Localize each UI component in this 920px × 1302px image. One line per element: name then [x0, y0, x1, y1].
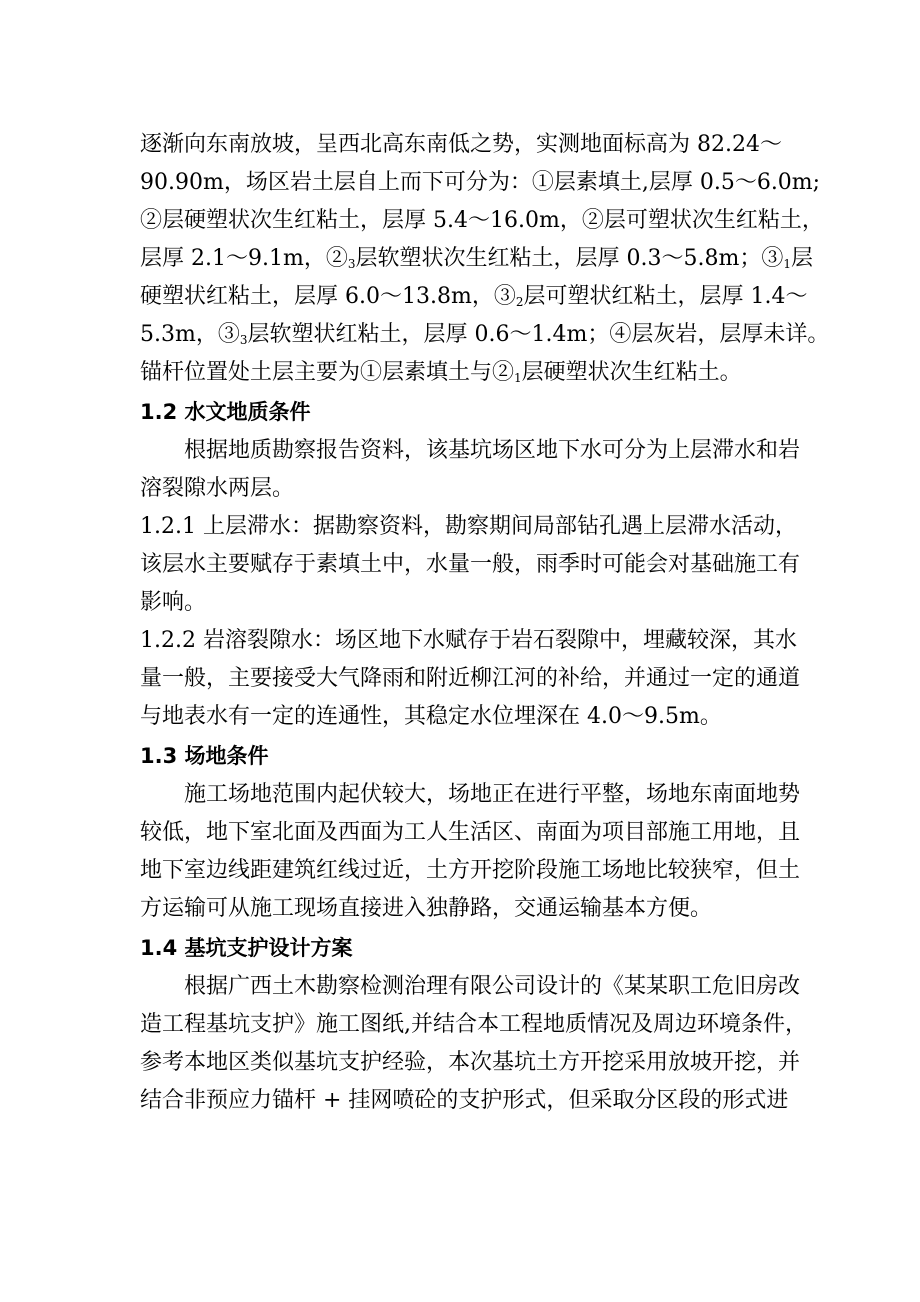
- perched-water-paragraph: [140, 508, 801, 622]
- site-conditions-paragraph: [140, 776, 801, 928]
- soil-layers-paragraph: [140, 126, 830, 392]
- text-fragment: 层软塑状红粘土，层厚 0.6～1.4m；④层灰岩，层厚未详。: [247, 322, 830, 347]
- text-line: 根据地质勘察报告资料，该基坑场区地下水可分为上层滞水和岩: [184, 438, 801, 463]
- text-line: 1.2.2 岩溶裂隙水：场区地下水赋存于岩石裂隙中，埋藏较深，其水: [140, 628, 797, 653]
- text-line: ②层硬塑状次生红粘土，层厚 5.4～16.0m，②层可塑状次生红粘土，: [140, 208, 824, 233]
- text-line: 90.90m，场区岩土层自上而下可分为：①层素填土,层厚 0.5～6.0m;: [140, 170, 821, 195]
- karst-water-paragraph: [140, 622, 801, 736]
- subscript: 3: [347, 257, 356, 271]
- subscript: 1: [783, 257, 791, 271]
- text-line: 较低，地下室北面及西面为工人生活区、南面为项目部施工用地，且: [140, 820, 801, 845]
- section-heading-hydrogeology: 1.2 水文地质条件: [140, 400, 311, 424]
- hydrogeology-intro-paragraph: [140, 432, 801, 508]
- text-line: 影响。: [140, 590, 207, 615]
- text-line: 该层水主要赋存于素填土中，水量一般，雨季时可能会对基础施工有: [140, 552, 801, 577]
- text-line: [140, 316, 830, 354]
- text-line: 1.2.1 上层滞水：据勘察资料，勘察期间局部钻孔遇上层滞水活动，: [140, 514, 797, 539]
- subscript: 1: [514, 371, 522, 385]
- text-line: 溶裂隙水两层。: [140, 476, 295, 501]
- text-line: 逐渐向东南放坡，呈西北高东南低之势，实测地面标高为 82.24～: [140, 132, 782, 157]
- text-line: 造工程基坑支护》施工图纸,并结合本工程地质情况及周边环境条件，: [140, 1012, 807, 1037]
- text-line: 方运输可从施工现场直接进入独静路，交通运输基本方便。: [140, 896, 713, 921]
- support-design-paragraph: [140, 968, 807, 1120]
- text-line: 地下室边线距建筑红线过近，土方开挖阶段施工场地比较狭窄，但土: [140, 858, 801, 883]
- text-line: [140, 240, 813, 278]
- text-line: 参考本地区类似基坑支护经验，本次基坑土方开挖采用放坡开挖，并: [140, 1050, 801, 1075]
- text-line: 结合非预应力锚杆 + 挂网喷砼的支护形式，但采取分区段的形式进: [140, 1088, 789, 1113]
- text-fragment: 层: [790, 246, 813, 271]
- text-fragment: 锚杆位置处土层主要为①层素填土与②: [140, 360, 515, 385]
- text-fragment: 5.3m，③: [140, 322, 240, 347]
- section-heading-support-design: 1.4 基坑支护设计方案: [140, 936, 353, 960]
- text-fragment: 层硬塑状次生红粘土。: [521, 360, 742, 385]
- text-line: [140, 354, 780, 392]
- text-fragment: 层可塑状红粘土，层厚 1.4～: [523, 284, 808, 309]
- subscript: 2: [515, 295, 524, 309]
- text-line: 量一般，主要接受大气降雨和附近柳江河的补给，并通过一定的通道: [140, 666, 801, 691]
- text-line: [140, 278, 808, 316]
- text-fragment: 层厚 2.1～9.1m，②: [140, 246, 348, 271]
- subscript: 3: [239, 333, 248, 347]
- text-line: 与地表水有一定的连通性，其稳定水位埋深在 4.0～9.5m。: [140, 704, 722, 729]
- section-heading-site-conditions: 1.3 场地条件: [140, 744, 269, 768]
- text-line: 施工场地范围内起伏较大，场地正在进行平整，场地东南面地势: [184, 782, 801, 807]
- document-body: [140, 126, 830, 1120]
- text-fragment: 层软塑状次生红粘土，层厚 0.3～5.8m；③: [355, 246, 784, 271]
- text-fragment: 硬塑状红粘土，层厚 6.0～13.8m，③: [140, 284, 516, 309]
- text-line: 根据广西土木勘察检测治理有限公司设计的《某某职工危旧房改: [184, 974, 801, 999]
